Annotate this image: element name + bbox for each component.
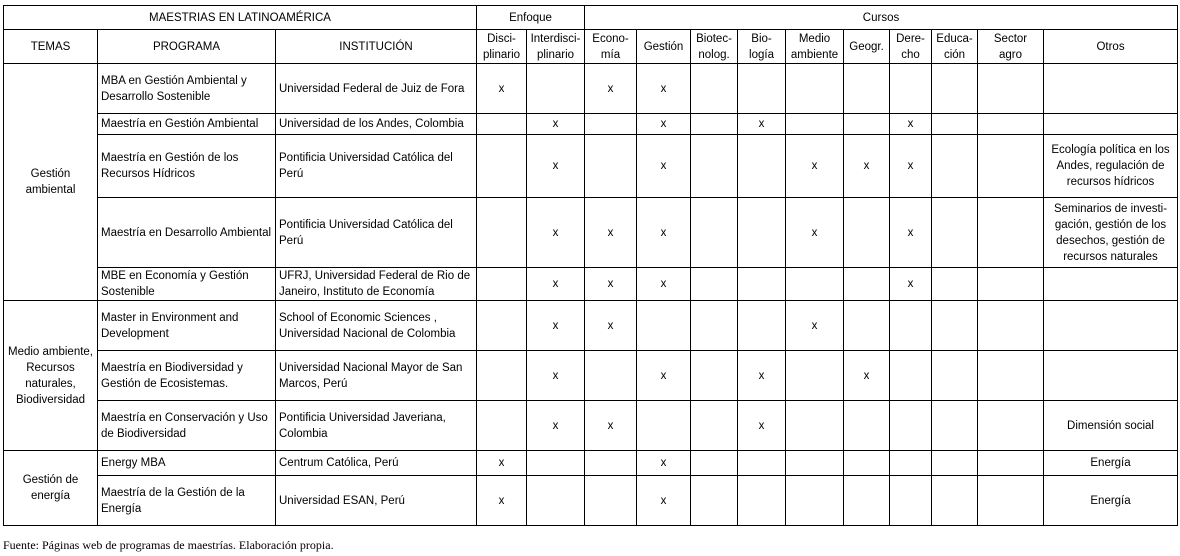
mark-biotecnologia — [691, 401, 738, 451]
mark-medio-ambiente — [786, 451, 844, 476]
mark-sector-agro — [978, 401, 1044, 451]
mark-disciplinario — [477, 351, 527, 401]
col-institucion: INSTITUCIÓN — [276, 30, 477, 64]
mark-biologia: x — [738, 114, 786, 135]
cursos-header: Cursos — [585, 6, 1178, 30]
mark-geografia — [844, 476, 890, 526]
programa-cell: Maestría de la Gestión de la Energía — [98, 476, 276, 526]
table-row — [4, 351, 1178, 401]
programa-cell: Master in Environment and Development — [98, 301, 276, 351]
tema-cell: Gestión de energía — [4, 451, 98, 526]
mark-medio-ambiente — [786, 351, 844, 401]
table-row — [4, 268, 1178, 301]
mark-economia — [585, 135, 637, 198]
mark-gestion: x — [637, 451, 691, 476]
mark-sector-agro — [978, 476, 1044, 526]
col-temas: TEMAS — [4, 30, 98, 64]
table-row — [4, 301, 1178, 351]
programa-cell: Maestría en Gestión de los Recursos Hídricos — [98, 135, 276, 198]
otros-cell — [1044, 268, 1178, 301]
mark-economia — [585, 114, 637, 135]
mark-biologia — [738, 198, 786, 268]
mark-interdisciplinario: x — [527, 401, 585, 451]
mark-sector-agro — [978, 198, 1044, 268]
mark-gestion: x — [637, 135, 691, 198]
mark-interdisciplinario: x — [527, 135, 585, 198]
col-otros: Otros — [1044, 30, 1178, 64]
mark-medio-ambiente: x — [786, 135, 844, 198]
otros-cell — [1044, 351, 1178, 401]
col-economia: Econo- mía — [585, 30, 637, 64]
col-geografia: Geogr. — [844, 30, 890, 64]
mark-educacion — [932, 64, 978, 114]
institucion-cell: Universidad Federal de Juiz de Fora — [276, 64, 477, 114]
institucion-cell: Universidad Nacional Mayor de San Marcos, Perú — [276, 351, 477, 401]
mark-biotecnologia — [691, 476, 738, 526]
mark-geografia — [844, 64, 890, 114]
mark-disciplinario — [477, 401, 527, 451]
mark-educacion — [932, 268, 978, 301]
mark-biotecnologia — [691, 268, 738, 301]
mark-biotecnologia — [691, 114, 738, 135]
otros-cell: Energía — [1044, 476, 1178, 526]
otros-cell: Ecología política en los Andes, regulación de recursos hídricos — [1044, 135, 1178, 198]
mark-sector-agro — [978, 268, 1044, 301]
mark-interdisciplinario: x — [527, 268, 585, 301]
programa-cell: Maestría en Desarrollo Ambiental — [98, 198, 276, 268]
mark-economia: x — [585, 198, 637, 268]
mark-gestion: x — [637, 114, 691, 135]
mark-biotecnologia — [691, 198, 738, 268]
table-row — [4, 114, 1178, 135]
mark-disciplinario: x — [477, 451, 527, 476]
mark-medio-ambiente — [786, 114, 844, 135]
col-educacion: Educa- ción — [932, 30, 978, 64]
mark-medio-ambiente — [786, 64, 844, 114]
mark-interdisciplinario: x — [527, 351, 585, 401]
table-row — [4, 64, 1178, 114]
mark-biologia: x — [738, 401, 786, 451]
mark-geografia: x — [844, 135, 890, 198]
mark-interdisciplinario — [527, 476, 585, 526]
institucion-cell: Pontificia Universidad Católica del Perú — [276, 198, 477, 268]
table-row — [4, 401, 1178, 451]
mark-biotecnologia — [691, 301, 738, 351]
mark-interdisciplinario: x — [527, 301, 585, 351]
source-note: Fuente: Páginas web de programas de maestrías. Elaboración propia. — [3, 538, 334, 552]
table-row — [4, 476, 1178, 526]
programa-cell: MBA en Gestión Ambiental y Desarrollo Sostenible — [98, 64, 276, 114]
mark-interdisciplinario — [527, 451, 585, 476]
mark-gestion: x — [637, 198, 691, 268]
mark-sector-agro — [978, 451, 1044, 476]
mark-disciplinario: x — [477, 476, 527, 526]
mark-geografia — [844, 198, 890, 268]
col-disciplinario: Disci- plinario — [477, 30, 527, 64]
mark-disciplinario — [477, 114, 527, 135]
mark-economia — [585, 476, 637, 526]
institucion-cell: Universidad de los Andes, Colombia — [276, 114, 477, 135]
mark-economia — [585, 351, 637, 401]
otros-cell: Seminarios de investi-gación, gestión de los desechos, gestión de recursos naturales — [1044, 198, 1178, 268]
mark-sector-agro — [978, 351, 1044, 401]
otros-cell: Dimensión social — [1044, 401, 1178, 451]
mark-biologia — [738, 135, 786, 198]
institucion-cell: School of Economic Sciences , Universidad Nacional de Colombia — [276, 301, 477, 351]
mark-economia: x — [585, 401, 637, 451]
mark-derecho: x — [890, 114, 932, 135]
mark-geografia — [844, 301, 890, 351]
institucion-cell: Universidad ESAN, Perú — [276, 476, 477, 526]
mark-medio-ambiente — [786, 268, 844, 301]
mark-educacion — [932, 198, 978, 268]
programa-cell: Maestría en Biodiversidad y Gestión de Ecosistemas. — [98, 351, 276, 401]
mark-biologia — [738, 476, 786, 526]
mark-biotecnologia — [691, 451, 738, 476]
mark-medio-ambiente — [786, 476, 844, 526]
mark-disciplinario — [477, 268, 527, 301]
tema-cell: Gestión ambiental — [4, 64, 98, 301]
mark-derecho — [890, 64, 932, 114]
otros-cell — [1044, 114, 1178, 135]
institucion-cell: Pontificia Universidad Javeriana, Colombia — [276, 401, 477, 451]
mark-biotecnologia — [691, 135, 738, 198]
mark-educacion — [932, 401, 978, 451]
mark-derecho: x — [890, 135, 932, 198]
table-row — [4, 451, 1178, 476]
mark-interdisciplinario — [527, 64, 585, 114]
mark-sector-agro — [978, 301, 1044, 351]
mark-gestion: x — [637, 64, 691, 114]
mark-geografia — [844, 401, 890, 451]
tema-cell: Medio ambiente, Recursos naturales, Biodiversidad — [4, 301, 98, 451]
mark-economia: x — [585, 301, 637, 351]
institucion-cell: Centrum Católica, Perú — [276, 451, 477, 476]
mark-sector-agro — [978, 64, 1044, 114]
mark-gestion: x — [637, 476, 691, 526]
otros-cell — [1044, 301, 1178, 351]
mark-derecho — [890, 301, 932, 351]
mark-derecho — [890, 351, 932, 401]
mark-biologia — [738, 301, 786, 351]
otros-cell — [1044, 64, 1178, 114]
col-medio-ambiente: Medio ambiente — [786, 30, 844, 64]
col-interdisciplinario: Interdisci- plinario — [527, 30, 585, 64]
mark-disciplinario: x — [477, 64, 527, 114]
mark-derecho — [890, 476, 932, 526]
mark-biotecnologia — [691, 351, 738, 401]
mark-biologia — [738, 451, 786, 476]
table-body — [4, 64, 1178, 526]
mark-gestion — [637, 301, 691, 351]
mark-biologia — [738, 268, 786, 301]
mark-geografia: x — [844, 351, 890, 401]
mark-disciplinario — [477, 135, 527, 198]
mark-disciplinario — [477, 301, 527, 351]
institucion-cell: Pontificia Universidad Católica del Perú — [276, 135, 477, 198]
mark-gestion: x — [637, 351, 691, 401]
mark-derecho: x — [890, 198, 932, 268]
institucion-cell: UFRJ, Universidad Federal de Rio de Janeiro, Instituto de Economía — [276, 268, 477, 301]
table-title: MAESTRIAS EN LATINOAMÉRICA — [4, 6, 477, 30]
col-biologia: Bio- logía — [738, 30, 786, 64]
mark-educacion — [932, 351, 978, 401]
maestrias-table — [3, 5, 1178, 526]
col-gestion: Gestión — [637, 30, 691, 64]
mark-gestion — [637, 401, 691, 451]
mark-educacion — [932, 135, 978, 198]
mark-geografia — [844, 451, 890, 476]
otros-cell: Energía — [1044, 451, 1178, 476]
mark-educacion — [932, 114, 978, 135]
mark-derecho — [890, 401, 932, 451]
mark-geografia — [844, 114, 890, 135]
enfoque-header: Enfoque — [477, 6, 585, 30]
mark-geografia — [844, 268, 890, 301]
programa-cell: Maestría en Conservación y Uso de Biodiversidad — [98, 401, 276, 451]
mark-biologia: x — [738, 351, 786, 401]
mark-medio-ambiente — [786, 401, 844, 451]
programa-cell: MBE en Economía y Gestión Sostenible — [98, 268, 276, 301]
mark-economia: x — [585, 64, 637, 114]
mark-gestion: x — [637, 268, 691, 301]
mark-economia: x — [585, 268, 637, 301]
col-derecho: Dere- cho — [890, 30, 932, 64]
mark-disciplinario — [477, 198, 527, 268]
mark-educacion — [932, 301, 978, 351]
mark-medio-ambiente: x — [786, 301, 844, 351]
col-sector-agro: Sector agro — [978, 30, 1044, 64]
col-biotecnologia: Biotec- nolog. — [691, 30, 738, 64]
mark-derecho: x — [890, 268, 932, 301]
mark-interdisciplinario: x — [527, 198, 585, 268]
mark-interdisciplinario: x — [527, 114, 585, 135]
mark-biologia — [738, 64, 786, 114]
mark-educacion — [932, 451, 978, 476]
programa-cell: Energy MBA — [98, 451, 276, 476]
mark-medio-ambiente: x — [786, 198, 844, 268]
mark-biotecnologia — [691, 64, 738, 114]
programa-cell: Maestría en Gestión Ambiental — [98, 114, 276, 135]
mark-sector-agro — [978, 114, 1044, 135]
mark-economia — [585, 451, 637, 476]
mark-derecho — [890, 451, 932, 476]
table-row — [4, 135, 1178, 198]
mark-educacion — [932, 476, 978, 526]
mark-sector-agro — [978, 135, 1044, 198]
table-row — [4, 198, 1178, 268]
col-programa: PROGRAMA — [98, 30, 276, 64]
